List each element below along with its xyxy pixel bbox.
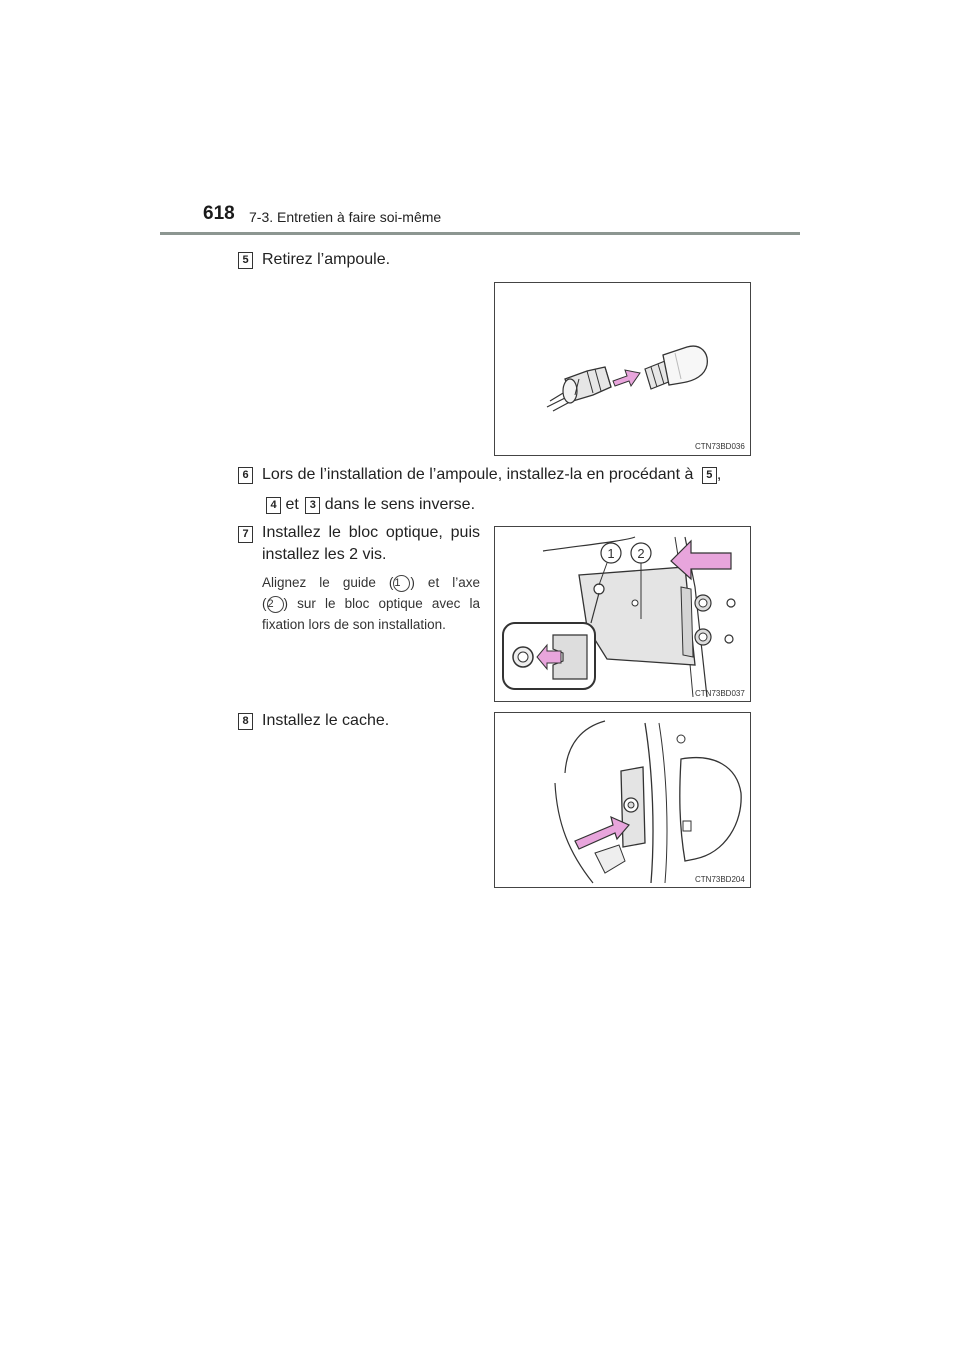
step-ref-4: 4 <box>266 497 281 514</box>
callout-2-label: 2 <box>637 546 645 561</box>
figure-light-installation <box>494 526 751 702</box>
figure-caption: CTN73BD037 <box>695 689 745 698</box>
step-7-note <box>262 572 480 635</box>
bulb-socket-illustration <box>495 283 750 455</box>
note-line-1 <box>262 572 480 593</box>
step-6-text: Lors de l’installation de l’ampoule, installez-la en procédant à <box>262 466 694 483</box>
step-6-and: et <box>285 496 299 513</box>
step-6-comma: , <box>716 466 722 483</box>
note-text: ) sur le bloc optique avec la <box>283 596 480 611</box>
callout-ref-1: 1 <box>393 575 410 592</box>
step-ref-5: 5 <box>702 467 717 484</box>
note-text: ) et l’axe <box>410 575 480 590</box>
callout-ref-2: 2 <box>267 596 284 613</box>
figure-bulb-removal <box>494 282 751 456</box>
step-6-line-2 <box>266 494 475 516</box>
figure-caption: CTN73BD204 <box>695 875 745 884</box>
section-title: 7-3. Entretien à faire soi-même <box>249 209 442 225</box>
page-number: 618 <box>203 203 235 224</box>
step-6-end: dans le sens inverse. <box>324 496 476 513</box>
figure-cover-installation <box>494 712 751 888</box>
note-line-2 <box>262 593 480 614</box>
step-7-line-2: installez les 2 vis. <box>262 546 387 563</box>
step-8-text: Installez le cache. <box>262 712 390 729</box>
header-rule <box>160 232 800 235</box>
light-assembly-illustration <box>495 527 750 701</box>
cover-illustration <box>495 713 750 887</box>
note-text: ( <box>262 596 267 611</box>
callout-1-label: 1 <box>607 546 615 561</box>
step-5-text: Retirez l’ampoule. <box>262 251 391 268</box>
step-7-text <box>262 522 480 566</box>
step-7-line-1: Installez le bloc optique, puis <box>262 524 480 541</box>
step-number-5: 5 <box>238 252 253 269</box>
note-line-3: fixation lors de son installation. <box>262 617 446 632</box>
note-text: Alignez le guide ( <box>262 575 394 590</box>
step-number-7: 7 <box>238 526 253 543</box>
step-number-6: 6 <box>238 467 253 484</box>
step-6-line-1 <box>262 464 772 486</box>
step-number-8: 8 <box>238 713 253 730</box>
step-ref-3: 3 <box>305 497 320 514</box>
figure-caption: CTN73BD036 <box>695 442 745 451</box>
